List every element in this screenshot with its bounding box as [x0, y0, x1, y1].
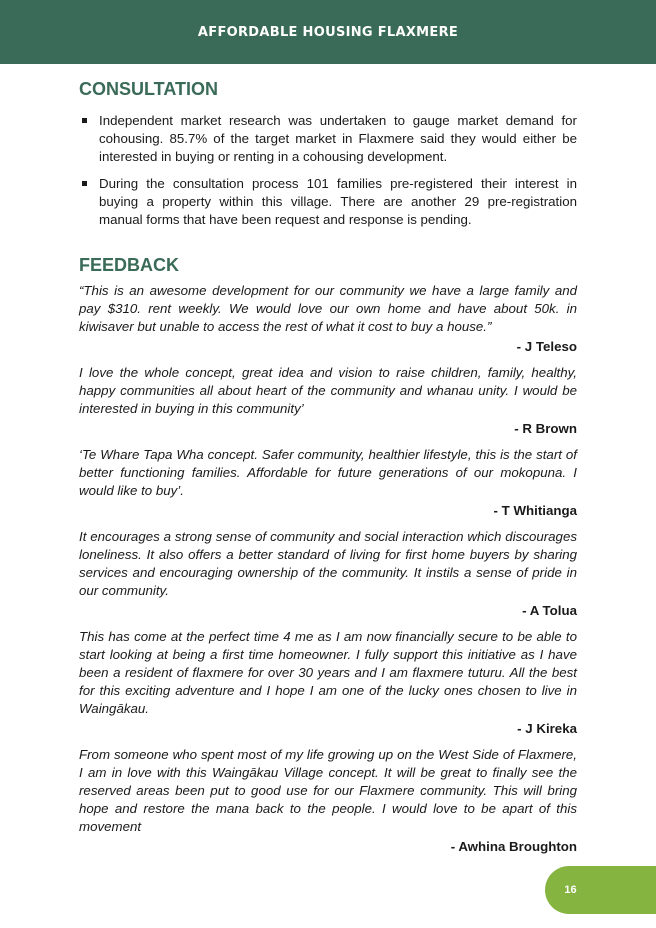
consultation-heading: CONSULTATION	[79, 79, 218, 99]
header-title: AFFORDABLE HOUSING FLAXMERE	[197, 24, 459, 40]
bullet-text: Independent market research was undertaken to gauge market demand for cohousing. 85.7% of the target market in Flaxmere said they would either be interested in buying or renting in a cohousing development.	[99, 113, 577, 164]
square-bullet-icon	[82, 118, 87, 123]
feedback-author: - R Brown	[514, 421, 577, 436]
feedback-author: - J Teleso	[516, 339, 577, 354]
feedback-author: - T Whitianga	[493, 503, 577, 518]
bullet-text: During the consultation process 101 families pre-registered their interest in buying a property within this village. There are another 29 pre-registration manual forms that have been request and response is pending.	[99, 176, 577, 227]
page-header	[0, 0, 656, 64]
feedback-quote: From someone who spent most of my life growing up on the West Side of Flaxmere, I am in love with this Waingākau Village concept. It will be great to finally see the reserved areas been put to good use for our Flaxmere community. This will bring hope and restore the mana back to the people. I would love to be apart of this movement	[79, 747, 577, 834]
feedback-author: - Awhina Broughton	[450, 839, 577, 854]
feedback-quote: ‘Te Whare Tapa Wha concept. Safer community, healthier lifestyle, this is the start of better functioning families. Affordable for future generations of our mokopuna. I would like to buy’.	[79, 447, 577, 498]
feedback-quote: It encourages a strong sense of community and social interaction which discourages loneliness. It also offers a better standard of living for first home buyers by sharing services and encouraging ownership of the community. It instils a sense of pride in our community.	[79, 529, 577, 598]
square-bullet-icon	[82, 181, 87, 186]
feedback-heading: FEEDBACK	[79, 255, 180, 275]
feedback-author: - A Tolua	[522, 603, 577, 618]
page-number: 16	[564, 884, 577, 896]
feedback-quote: “This is an awesome development for our community we have a large family and pay $310. rent weekly. We would love our own home and have about 50k. in kiwisaver but unable to access the rest of what it cost to buy a house.”	[79, 283, 577, 334]
feedback-quote: This has come at the perfect time 4 me as I am now financially secure to be able to start looking at being a first time homeowner. I fully support this initiative as I have been a resident of flaxmere for over 30 years and I am flaxmere tuturu. All the best for this exciting adventure and I hope I am one of the lucky ones chosen to live in Waingākau.	[79, 629, 577, 716]
page-content	[79, 79, 577, 864]
feedback-author: - J Kireka	[517, 721, 577, 736]
page-number-tab	[545, 866, 656, 914]
list-item	[79, 175, 577, 229]
feedback-quote: I love the whole concept, great idea and vision to raise children, family, healthy, happy communities all about heart of the community and whanau unity. I would be interested in buying in this community’	[79, 365, 577, 416]
list-item	[79, 112, 577, 166]
consultation-list	[79, 112, 577, 229]
